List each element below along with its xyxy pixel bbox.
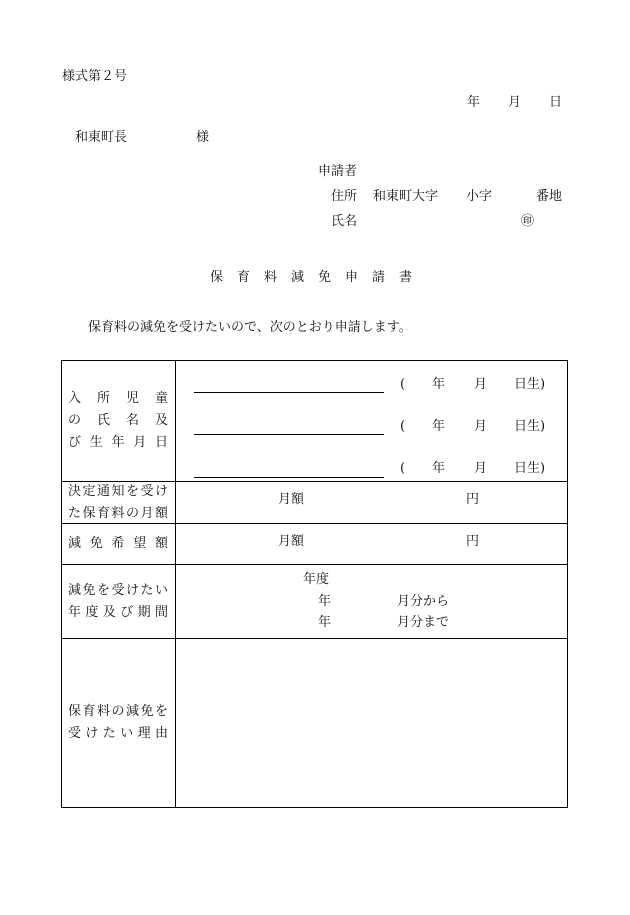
period-to-year-label: 年: [318, 615, 332, 630]
birth-open-paren: (: [400, 377, 406, 392]
date-day-label: 日: [549, 95, 563, 110]
children-entries: [176, 361, 567, 481]
birth-day-label: 日生): [514, 377, 546, 392]
child-name-line: [194, 477, 384, 478]
requested-amount-yen-label: 円: [466, 534, 480, 549]
reason-label: [62, 639, 176, 807]
requested-amount-monthly-label: 月額: [278, 534, 305, 549]
address-banchi: 番地: [536, 189, 563, 204]
period-label: [62, 565, 176, 638]
decided-fee-row: [62, 482, 567, 524]
fiscal-year-label: 年度: [303, 572, 330, 587]
date-year-label: 年: [467, 95, 481, 110]
address-label: 住所: [331, 189, 358, 204]
children-row: [62, 361, 567, 482]
reason-value: [176, 639, 567, 807]
decided-fee-label: [62, 482, 176, 523]
birth-year-label: 年: [432, 461, 446, 476]
period-from-month-label: 月分から: [397, 594, 450, 609]
application-table: [61, 360, 568, 808]
requested-amount-value: [176, 524, 567, 564]
period-label-line: 減免を受けたい: [68, 582, 168, 598]
reason-label-line: 保育料の減免を: [68, 704, 168, 719]
requested-amount-row: [62, 524, 567, 565]
period-from-year-label: 年: [318, 594, 332, 609]
address-town: 和東町大字: [373, 189, 439, 204]
birth-year-label: 年: [432, 419, 446, 434]
birth-month-label: 月: [474, 377, 488, 392]
applicant-name-label: 氏名: [331, 214, 358, 229]
intro-sentence: 保育料の減免を受けたいので、次のとおり申請します。: [88, 320, 412, 335]
decided-fee-label-line: 決定通知を受け: [68, 483, 168, 499]
address-koaza: 小字: [466, 189, 493, 204]
decided-fee-label-line: た保育料の月額: [68, 505, 168, 521]
document-title: 保育料減免申請書: [210, 270, 427, 285]
birth-open-paren: (: [400, 419, 406, 434]
period-label-line: 年度及び期間: [68, 604, 168, 620]
applicant-heading: 申請者: [318, 164, 358, 179]
birth-open-paren: (: [400, 461, 406, 476]
birth-day-label: 日生): [514, 461, 546, 476]
requested-amount-label-line: 減免希望額: [68, 536, 168, 551]
children-label-line: 入所児童: [68, 391, 168, 406]
children-label-line: の氏名及: [68, 413, 168, 428]
children-label: [62, 361, 176, 481]
birth-month-label: 月: [474, 461, 488, 476]
birth-year-label: 年: [432, 377, 446, 392]
child-name-line: [194, 392, 384, 393]
addressee-name: 和東町長: [75, 130, 128, 145]
period-row: [62, 565, 567, 639]
period-value: [176, 565, 567, 638]
birth-month-label: 月: [474, 419, 488, 434]
child-name-line: [194, 434, 384, 435]
form-number: 様式第２号: [62, 69, 128, 84]
addressee-honorific: 様: [196, 130, 210, 145]
date-month-label: 月: [508, 95, 522, 110]
decided-fee-yen-label: 円: [466, 492, 480, 507]
decided-fee-monthly-label: 月額: [278, 492, 305, 507]
children-label-line: び生年月日: [68, 435, 168, 450]
seal-mark: ㊞: [521, 214, 535, 229]
decided-fee-value: [176, 482, 567, 523]
reason-row: [62, 639, 567, 807]
birth-day-label: 日生): [514, 419, 546, 434]
requested-amount-label: [62, 524, 176, 564]
reason-label-line: 受けたい理由: [68, 726, 168, 741]
period-to-month-label: 月分まで: [397, 615, 450, 630]
